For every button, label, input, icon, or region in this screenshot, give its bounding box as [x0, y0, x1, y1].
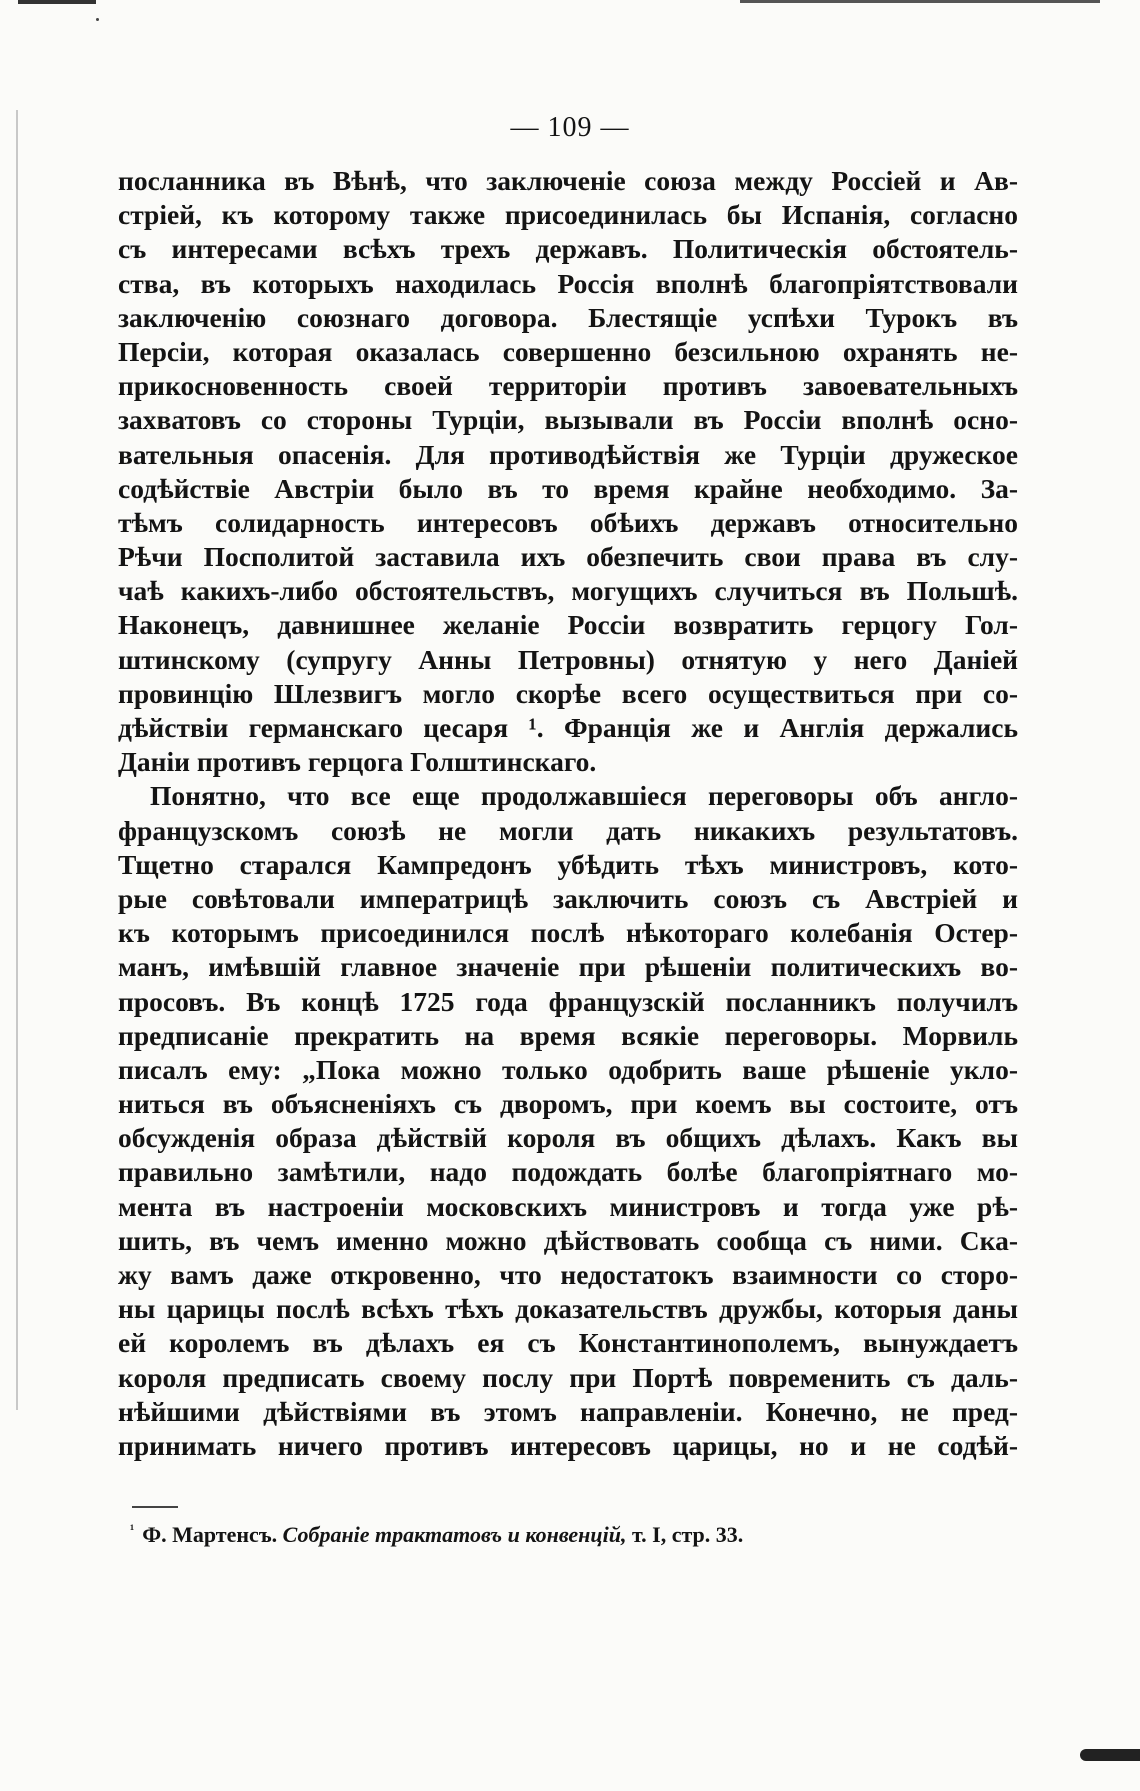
- text-line: писалъ ему: „Пока можно только одобрить ваше рѣшеніе укло-: [118, 1053, 1018, 1085]
- text-line: принимать ничего противъ интересовъ царицы, но и не содѣй-: [118, 1429, 1018, 1461]
- text-line: ны царицы послѣ всѣхъ тѣхъ доказательствъ дружбы, которыя даны: [118, 1293, 1018, 1325]
- text-line: предписаніе прекратить на время всякіе переговоры. Морвиль: [118, 1019, 1018, 1051]
- footnote-ref: т. I, стр. 33.: [631, 1522, 744, 1547]
- text-line: стріей, къ которому также присоединилась бы Испанія, согласно: [118, 199, 1018, 231]
- footnote-author: Ф. Мартенсъ.: [142, 1522, 278, 1547]
- text-line: провинцію Шлезвигъ могло скорѣе всего осуществиться при со-: [118, 677, 1018, 709]
- paragraph-2: [118, 779, 1018, 1463]
- footnote-title: Собраніе трактатовъ и конвенцій,: [282, 1522, 627, 1547]
- text-line: шить, въ чемъ именно можно дѣйствовать сообща съ ними. Ска-: [118, 1224, 1018, 1256]
- text-line: мента въ настроеніи московскихъ министровъ и тогда уже рѣ-: [118, 1190, 1018, 1222]
- text-line: штинскому (супругу Анны Петровны) отнятую у него Даніей: [118, 643, 1018, 675]
- text-line: содѣйствіе Австріи было въ то время крайне необходимо. За-: [118, 472, 1018, 504]
- text-line: рые совѣтовали императрицѣ заключить союзъ съ Австріей и: [118, 882, 1018, 914]
- footnote-divider: [132, 1506, 178, 1508]
- text-line: ства, въ которыхъ находилась Россія вполнѣ благопріятствовали: [118, 267, 1018, 299]
- text-line: тѣмъ солидарность интересовъ обѣихъ державъ относительно: [118, 506, 1018, 538]
- text-line: нѣйшими дѣйствіями въ этомъ направленіи. Конечно, не пред-: [118, 1395, 1018, 1427]
- text-line: манъ, имѣвшій главное значеніе при рѣшеніи политическихъ во-: [118, 951, 1018, 983]
- text-line: жу вамъ даже откровенно, что недостатокъ взаимности со сторо-: [118, 1259, 1018, 1290]
- text-line: ей королемъ въ дѣлахъ ея съ Константинополемъ, вынуждаетъ: [118, 1327, 1018, 1359]
- text-line: Наконецъ, давнишнее желаніе Россіи возвратить герцогу Гол-: [118, 609, 1018, 641]
- scan-artifact-top-left: [18, 0, 96, 4]
- text-line: съ интересами всѣхъ трехъ державъ. Политическія обстоятель-: [118, 233, 1018, 265]
- footnote-mark: ¹: [130, 1522, 135, 1538]
- page-number: — 109 —: [510, 112, 630, 143]
- text-line: посланника въ Вѣнѣ, что заключеніе союза между Россіей и Ав-: [118, 165, 1018, 196]
- text-line: прикосновенность своей территоріи противъ завоевательныхъ: [118, 370, 1018, 402]
- page-body: [118, 164, 1018, 1463]
- text-line: Тщетно старался Кампредонъ убѣдить тѣхъ министровъ, кото-: [118, 848, 1018, 880]
- text-line: къ которымъ присоединился послѣ нѣкотораго колебанія Остер-: [118, 917, 1018, 949]
- scan-artifact-dot: [96, 18, 99, 21]
- text-line: Даніи противъ герцога Голштинскаго.: [118, 746, 597, 778]
- text-line: дѣйствіи германскаго цесаря ¹. Франція же и Англія держались: [118, 712, 1018, 743]
- text-line: просовъ. Въ концѣ 1725 года французскій посланникъ получилъ: [118, 985, 1018, 1017]
- footnote: [130, 1522, 743, 1548]
- text-line: правильно замѣтили, надо подождать болѣе благопріятнаго мо-: [118, 1156, 1018, 1188]
- text-line: Понятно, что все еще продолжавшіеся переговоры объ англо-: [150, 780, 1018, 812]
- scan-artifact-left-edge: [16, 110, 18, 1410]
- text-line: Персіи, которая оказалась совершенно безсильною охранять не-: [118, 335, 1018, 367]
- text-line: Рѣчи Посполитой заставила ихъ обезпечить свои права въ слу-: [118, 541, 1018, 573]
- text-line: заключенію союзнаго договора. Блестящіе успѣхи Турокъ въ: [118, 301, 1018, 333]
- text-line: вательныя опасенія. Для противодѣйствія же Турціи дружеское: [118, 438, 1018, 470]
- text-line: чаѣ какихъ-либо обстоятельствъ, могущихъ случиться въ Польшѣ.: [118, 575, 1018, 607]
- text-line: захватовъ со стороны Турціи, вызывали въ Россіи вполнѣ осно-: [118, 404, 1018, 436]
- scan-artifact-top-right: [740, 0, 1100, 3]
- paragraph-1: [118, 164, 1018, 779]
- text-line: ниться въ объясненіяхъ съ дворомъ, при коемъ вы состоите, отъ: [118, 1088, 1018, 1120]
- text-line: обсужденія образа дѣйствій короля въ общихъ дѣлахъ. Какъ вы: [118, 1122, 1018, 1154]
- text-line: французскомъ союзѣ не могли дать никакихъ результатовъ.: [118, 814, 1018, 846]
- scan-artifact-bottom-right: [1080, 1749, 1140, 1761]
- text-line: короля предписать своему послу при Портѣ повременить съ даль-: [118, 1361, 1018, 1393]
